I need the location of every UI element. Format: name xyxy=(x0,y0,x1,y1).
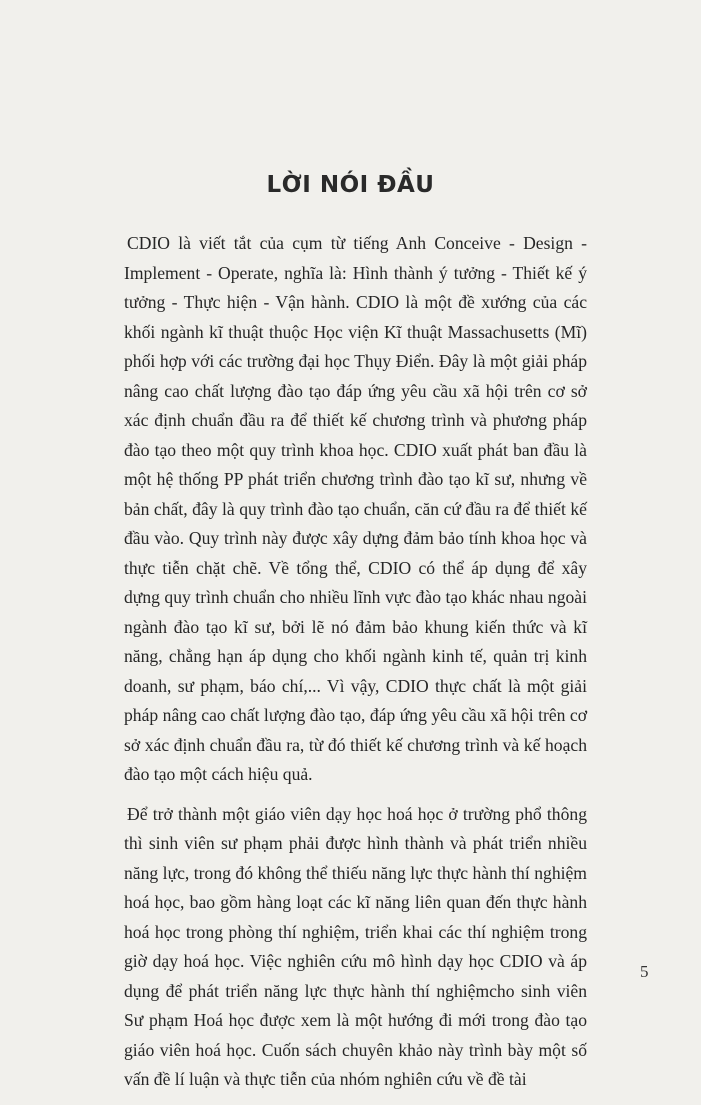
paragraph-1: CDIO là viết tắt của cụm từ tiếng Anh Conceive - Design - Implement - Operate, nghĩa là: Hình thành ý tưởng - Thiết kế ý tưởng - Thực hiện - Vận hành. CDIO là một đề xướng của các khối ngành kĩ thuật thuộc Học viện Kĩ thuật Massachusetts (Mĩ) phối hợp với các trường đại học Thụy Điển. Đây là một giải pháp nâng cao chất lượng đào tạo đáp ứng yêu cầu xã hội trên cơ sở xác định chuẩn đầu ra để thiết kế chương trình và phương pháp đào tạo theo một quy trình khoa học. CDIO xuất phát ban đầu là một hệ thống PP phát triển chương trình đào tạo kĩ sư, nhưng về bản chất, đây là quy trình đào tạo chuẩn, căn cứ đầu ra để thiết kế đầu vào. Quy trình này được xây dựng đảm bảo tính khoa học và thực tiễn chặt chẽ. Về tổng thể, CDIO có thể áp dụng để xây dựng quy trình chuẩn cho nhiều lĩnh vực đào tạo khác nhau ngoài ngành đào tạo kĩ sư, bởi lẽ nó đảm bảo khung kiến thức và kĩ năng, chẳng hạn áp dụng cho khối ngành kinh tế, quản trị kinh doanh, sư phạm, báo chí,... Vì vậy, CDIO thực chất là một giải pháp nâng cao chất lượng đào tạo, đáp ứng yêu cầu xã hội trên cơ sở xác định chuẩn đầu ra, từ đó thiết kế chương trình và kế hoạch đào tạo một cách hiệu quả. xyxy=(124,233,587,784)
page-number: 5 xyxy=(640,962,649,981)
paragraph-2: Để trở thành một giáo viên dạy học hoá học ở trường phổ thông thì sinh viên sư phạm phải được hình thành và phát triển nhiều năng lực, trong đó không thể thiếu năng lực thực hành thí nghiệm hoá học, bao gồm hàng loạt các kĩ năng liên quan đến thực hành hoá học trong phòng thí nghiệm, triển khai các thí nghiệm trong giờ dạy hoá học. Việc nghiên cứu mô hình dạy học CDIO và áp dụng để phát triển năng lực thực hành thí nghiệmcho sinh viên Sư phạm Hoá học được xem là một hướng đi mới trong đào tạo giáo viên hoá học. Cuốn sách chuyên khảo này trình bày một số vấn đề lí luận và thực tiễn của nhóm nghiên cứu về đề tài xyxy=(124,803,587,1089)
body-text xyxy=(124,229,587,1105)
page-heading: LỜI NÓI ĐẦU xyxy=(266,172,435,198)
